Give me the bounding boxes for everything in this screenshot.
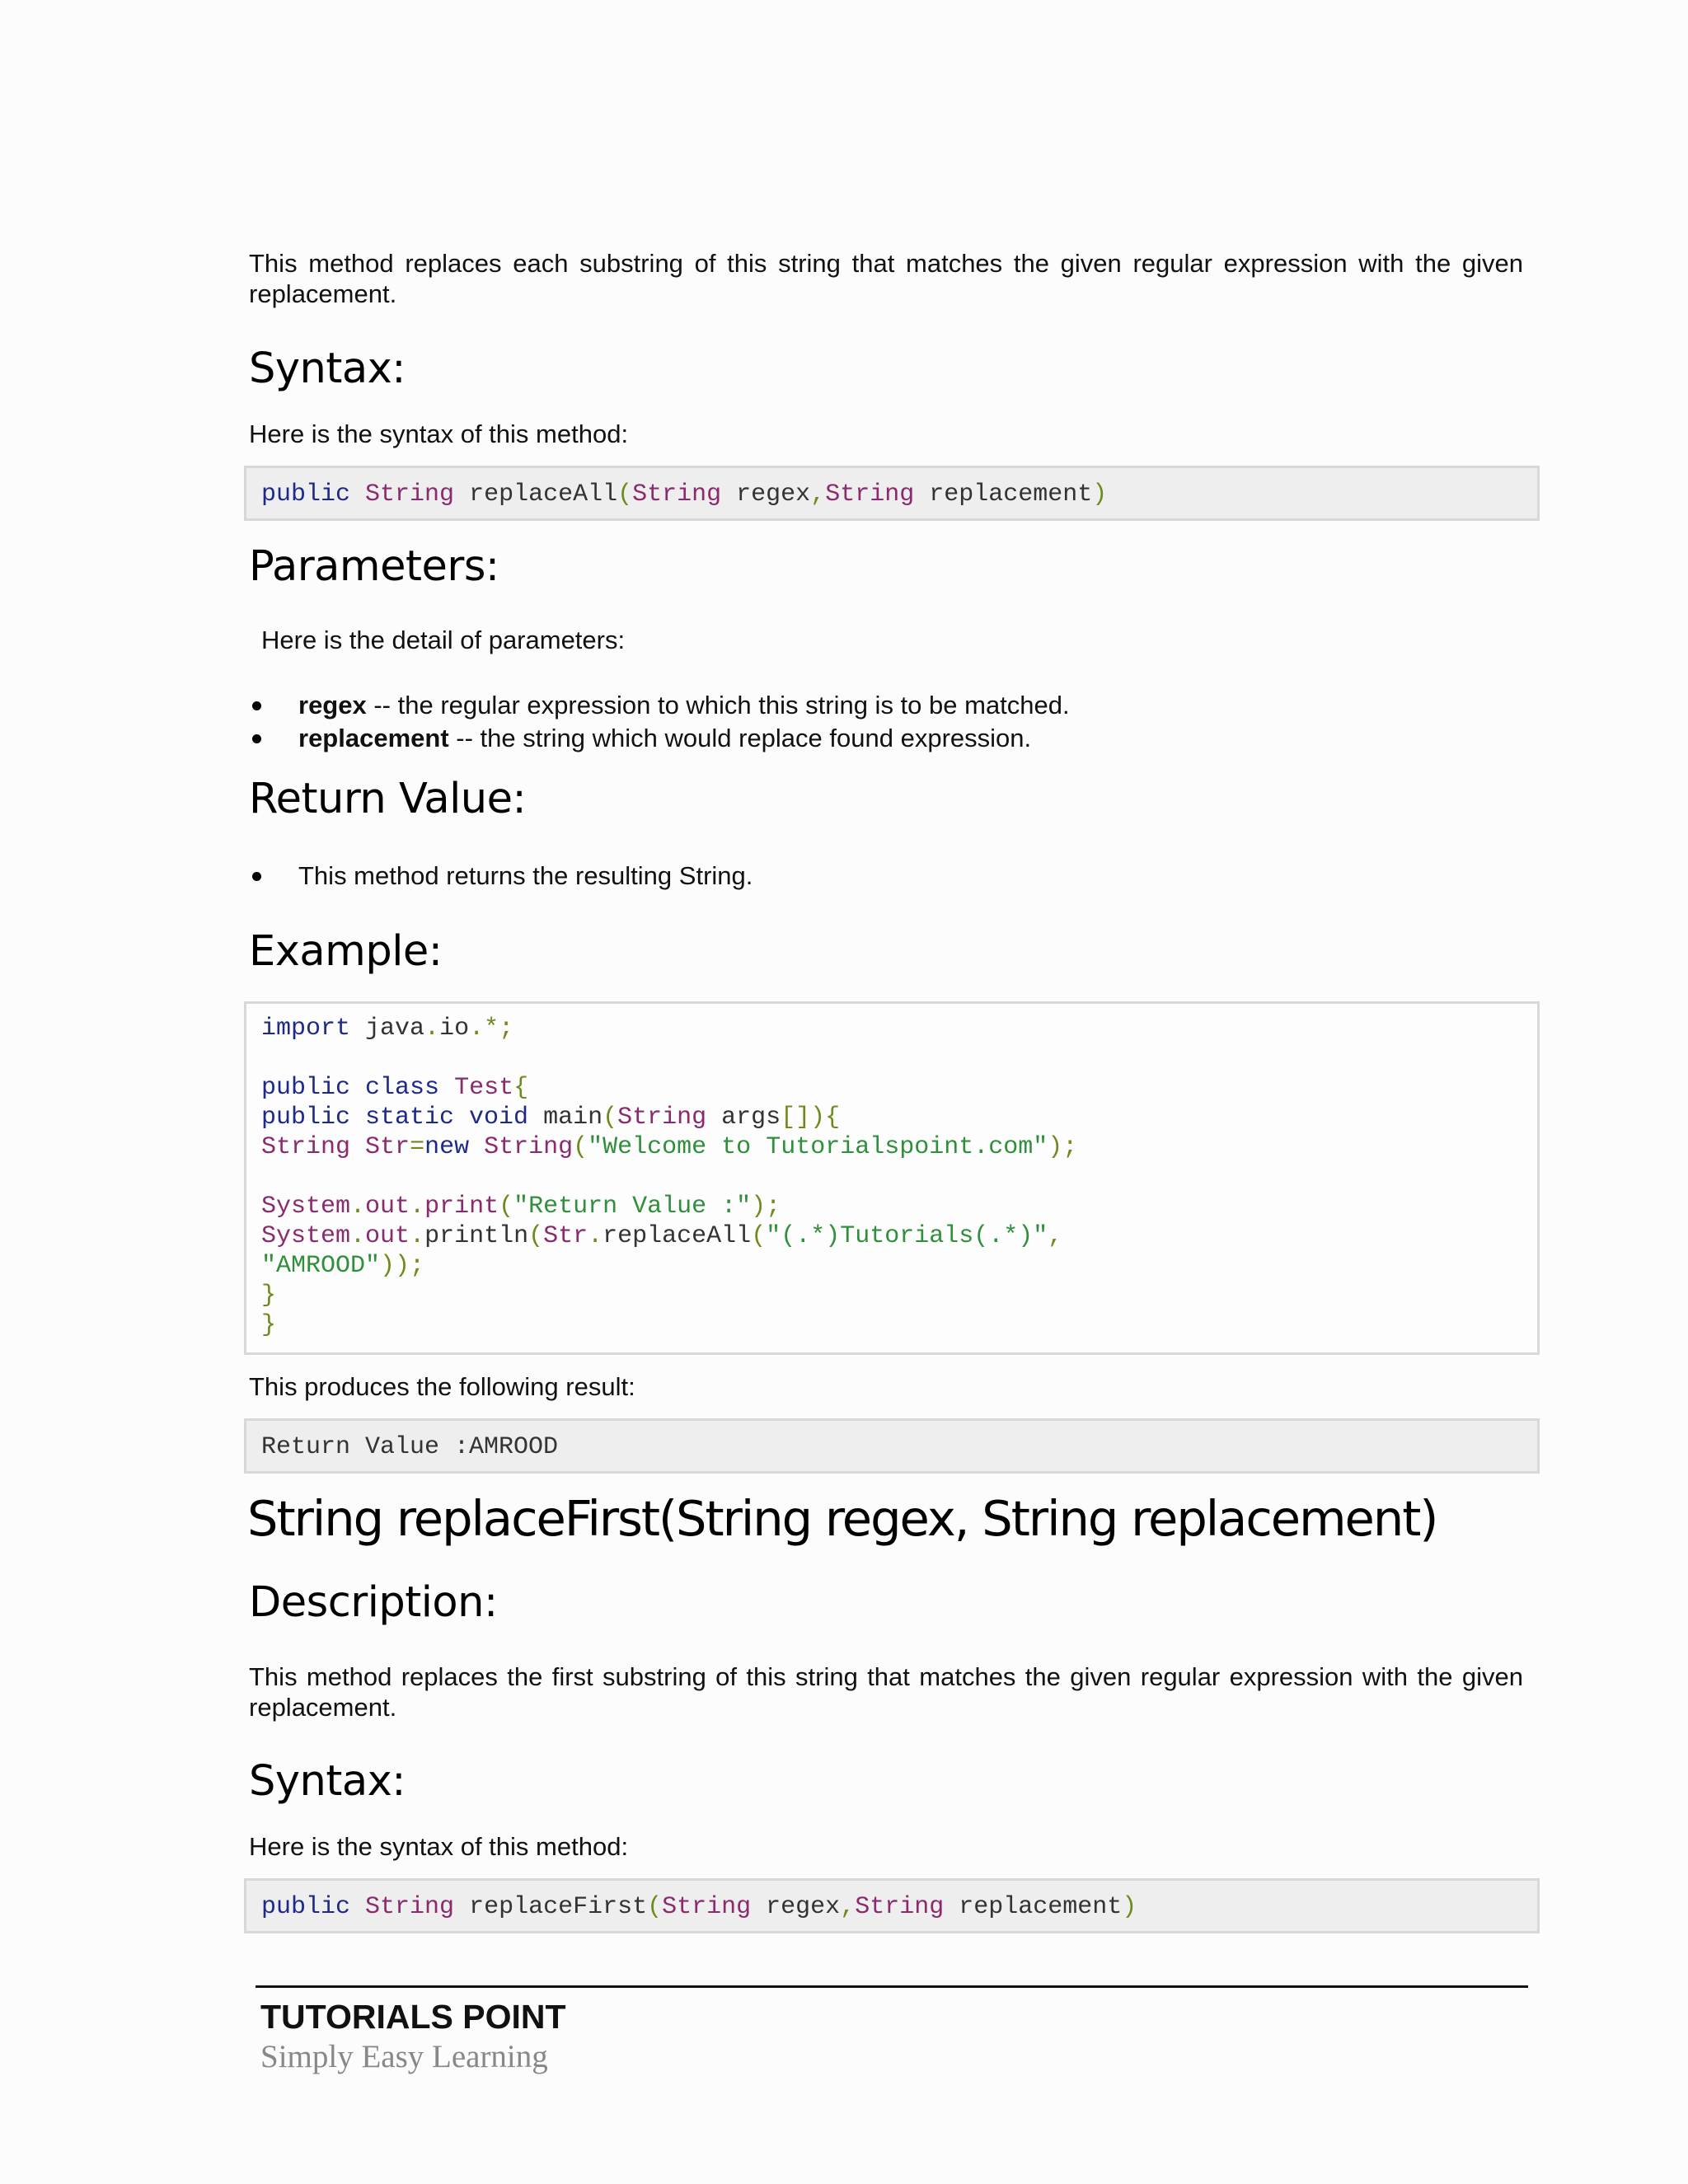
footer-title: TUTORIALS POINT [260,1998,566,2036]
syntax-heading: Syntax: [249,344,406,393]
code-line: public String replaceAll(String regex,String replacement) [261,480,1108,509]
parameter-item-regex [249,689,1070,722]
return-value-list [249,860,753,893]
footer-divider [256,1985,1528,1988]
parameters-list [249,689,1070,755]
code-line: "AMROOD")); [261,1252,425,1280]
syntax-code-block-2 [244,1878,1540,1933]
code-line [261,1043,1537,1073]
code-line: public static void main(String args[]){ [261,1104,841,1132]
code-line: String Str=new String("Welcome to Tutorialspoint.com"); [261,1133,1078,1161]
parameters-heading: Parameters: [249,542,499,591]
code-line: System.out.println(Str.replaceAll("(.*)Tutorials(.*)", [261,1222,1063,1250]
return-value-heading: Return Value: [249,775,527,823]
code-line: System.out.print("Return Value :"); [261,1193,781,1221]
example-heading: Example: [249,927,443,976]
code-line [261,1162,1537,1192]
result-intro-text: This produces the following result: [249,1372,635,1401]
parameter-term: regex [298,691,367,719]
syntax-intro-text-2: Here is the syntax of this method: [249,1832,629,1861]
syntax-code-block [244,466,1540,521]
code-line: } [261,1282,277,1310]
intro-paragraph: This method replaces each substring of this string that matches the given regular expression with the given replacement. [249,249,1523,308]
replace-first-title: String replaceFirst(String regex, String replacement) [247,1490,1437,1547]
syntax-intro-text: Here is the syntax of this method: [249,419,629,448]
parameter-desc: -- the string which would replace found expression. [448,724,1032,752]
code-line: public String replaceFirst(String regex,String replacement) [261,1893,1137,1921]
description-heading: Description: [249,1578,498,1627]
syntax-heading-2: Syntax: [249,1757,406,1806]
code-line: public class Test{ [261,1074,529,1102]
parameter-desc: -- the regular expression to which this string is to be matched. [366,691,1070,719]
parameters-intro-text: Here is the detail of parameters: [261,626,626,654]
code-line: import java.io.*; [261,1015,514,1043]
code-line: } [261,1311,277,1339]
result-code-block: Return Value :AMROOD [244,1418,1540,1474]
parameter-term: replacement [298,724,449,752]
return-value-item: This method returns the resulting String. [249,860,753,893]
example-code-block [244,1001,1540,1355]
footer-subtitle: Simply Easy Learning [260,2039,548,2074]
description-paragraph: This method replaces the first substring of this string that matches the given regular expression with the given replacement. [249,1662,1523,1722]
parameter-item-replacement [249,722,1070,755]
